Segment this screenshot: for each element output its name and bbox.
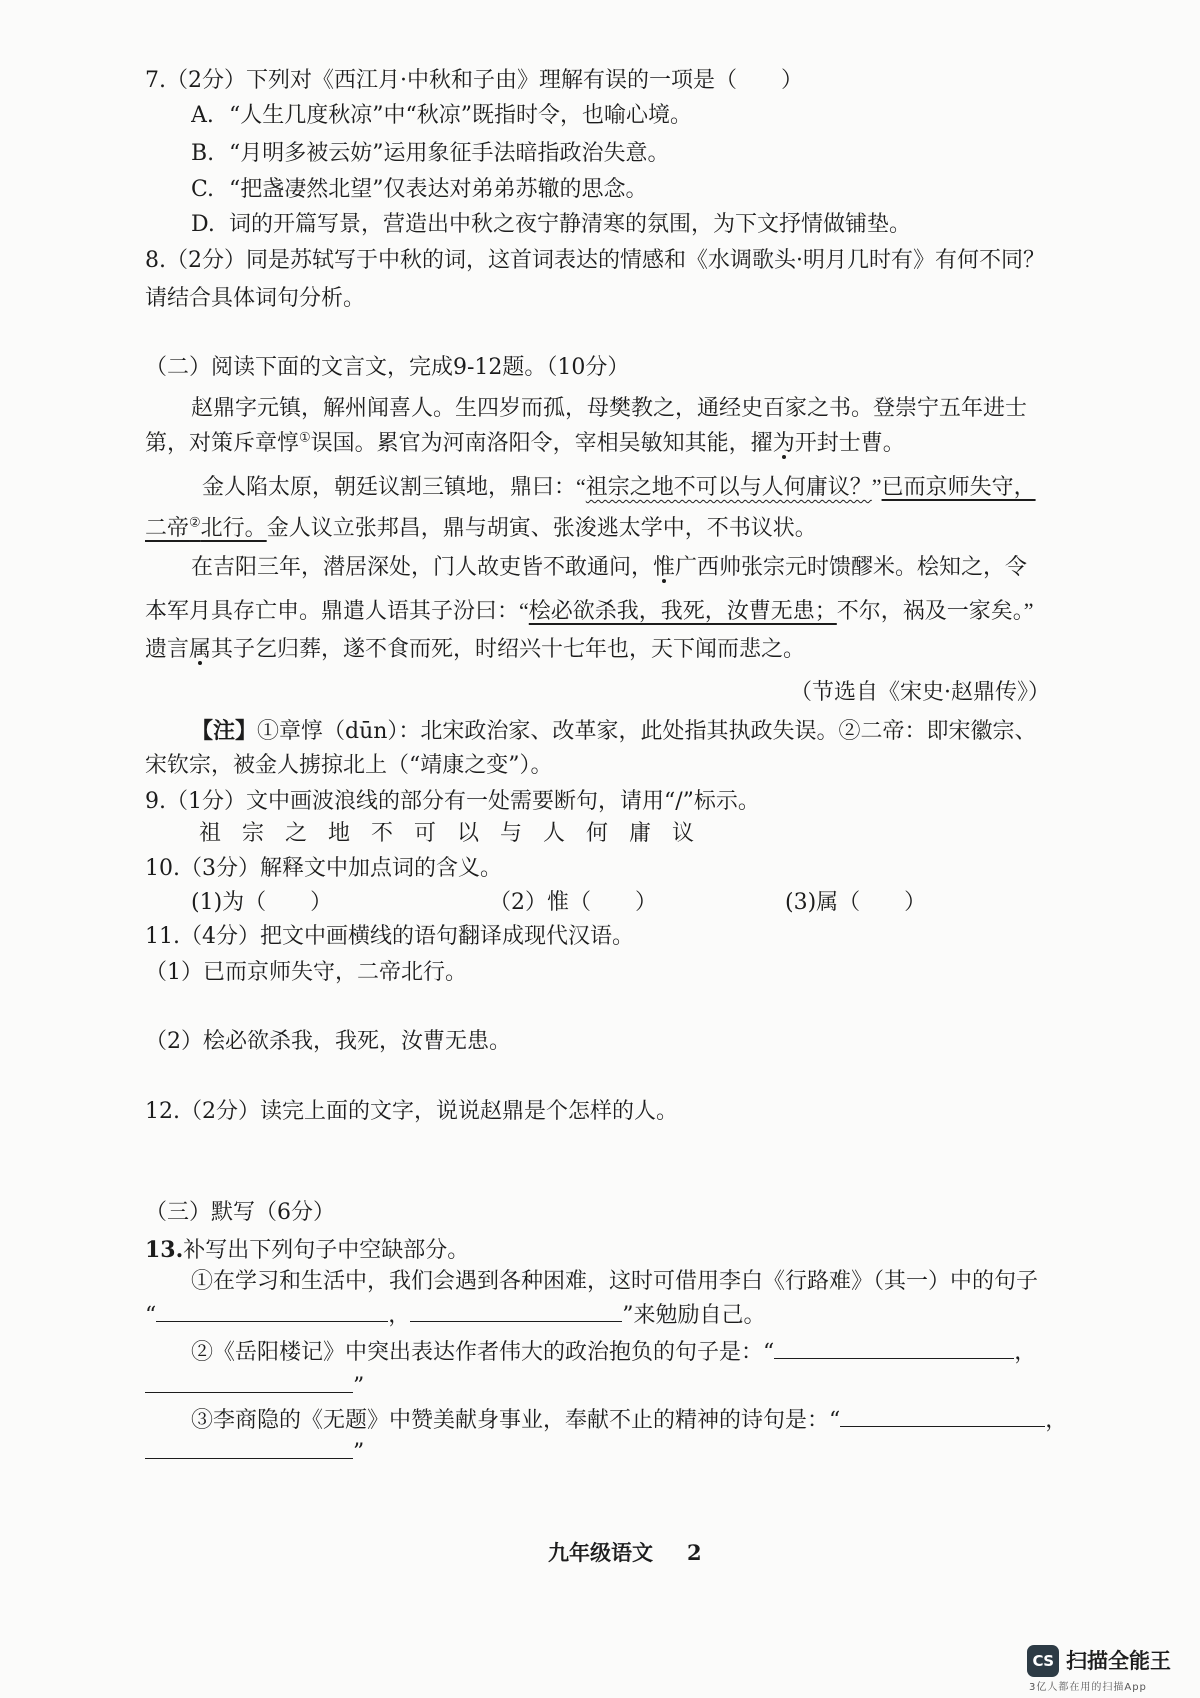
sentence-char: 以 xyxy=(457,821,480,846)
section2-heading: （二）阅读下面的文言文，完成9-12题。（10分） xyxy=(145,355,630,380)
watermark-app-name: 扫描全能王 xyxy=(1066,1649,1171,1673)
q11-stem: 11.（4分）把文中画横线的语句翻译成现代汉语。 xyxy=(145,924,634,949)
quote-close: ” xyxy=(353,1440,365,1465)
sentence-char: 人 xyxy=(543,821,566,846)
note-marker-2: ② xyxy=(189,514,201,530)
quote-close: ” xyxy=(353,1374,365,1399)
answer-blank xyxy=(145,1440,353,1459)
option-text: “人生几度秋凉”中“秋凉”既指时令，也喻心境。 xyxy=(229,103,692,128)
q10-item-3: (3)属（ ） xyxy=(785,890,927,915)
sentence-char: 与 xyxy=(500,821,523,846)
option-label: D. xyxy=(191,212,215,237)
separator: ， xyxy=(388,1303,411,1328)
underlined-sentence-1a: 已而京师失守， xyxy=(881,474,1036,499)
section3-heading: （三）默写（6分） xyxy=(145,1200,335,1225)
passage-line-1 xyxy=(191,393,1180,429)
passage-text: 金人陷太原，朝廷议割三镇地，鼎曰：“ xyxy=(202,474,586,499)
q13-item-1-prompt: ①在学习和生活中，我们会遇到各种困难，这时可借用李白《行路难》（其一）中的句子 xyxy=(191,1269,1039,1294)
passage-text: 其子乞归葬，遂不食而死，时绍兴十七年也，天下闻而悲之。 xyxy=(211,636,806,661)
q12-stem: 12.（2分）读完上面的文字，说说赵鼎是个怎样的人。 xyxy=(145,1099,678,1124)
answer-blank xyxy=(145,1374,353,1393)
answer-blank xyxy=(774,1340,1014,1359)
answer-blank xyxy=(156,1303,388,1322)
passage-text: 第，对策斥章惇 xyxy=(145,430,300,455)
passage-text: 误国。累官为河南洛阳令，宰相吴敏知其能，擢 xyxy=(310,430,773,455)
passage-line-4 xyxy=(145,513,1180,549)
sentence-char: 不 xyxy=(371,821,394,846)
passage-line-6 xyxy=(145,596,1180,632)
q13-item-2-prompt xyxy=(191,1338,1180,1374)
wavy-underlined-sentence: 祖宗之地不可以与人何庸议？ xyxy=(585,474,872,499)
sentence-char: 宗 xyxy=(242,821,265,846)
q13-item-1-answer-line xyxy=(145,1301,1180,1337)
prompt-text: ②《岳阳楼记》中突出表达作者伟大的政治抱负的句子是：“ xyxy=(191,1340,775,1365)
passage-text: 二帝 xyxy=(145,515,190,540)
passage-line-5 xyxy=(191,552,1180,588)
page-footer xyxy=(548,1538,702,1568)
q7-option-c xyxy=(191,175,1180,211)
passage-text: 赵鼎字元镇，解州闻喜人。生四岁而孤，母樊教之，通经史百家之书。登崇宁五年进士 xyxy=(191,395,1028,420)
q8-stem-line1: 8.（2分）同是苏轼写于中秋的词，这首词表达的情感和《水调歌头·明月几时有》有何不同？ xyxy=(145,248,1045,273)
annotation-line-1 xyxy=(191,716,1180,753)
passage-text: 遗言 xyxy=(145,636,190,661)
sentence-char: 之 xyxy=(285,821,308,846)
sentence-char: 地 xyxy=(328,821,351,846)
q10-item-1: (1)为（ ） xyxy=(191,890,333,915)
q10-stem: 10.（3分）解释文中加点词的含义。 xyxy=(145,856,502,881)
option-text: “把盏凄然北望”仅表达对弟弟苏辙的思念。 xyxy=(229,177,648,202)
q9-sentence-characters xyxy=(199,819,715,849)
passage-source: （节选自《宋史·赵鼎传》） xyxy=(790,680,1050,705)
q13-text: 补写出下列句子中空缺部分。 xyxy=(183,1238,470,1263)
sentence-char: 祖 xyxy=(199,821,222,846)
dotted-word-shu: 属 xyxy=(189,636,212,661)
separator: ， xyxy=(1045,1408,1068,1433)
passage-text: 本军月具存亡申。鼎遣人语其子汾曰：“ xyxy=(145,598,529,623)
sentence-char: 可 xyxy=(414,821,437,846)
prompt-text: ③李商隐的《无题》中赞美献身事业，奉献不止的精神的诗句是：“ xyxy=(191,1408,841,1433)
annotation-label: 【注】 xyxy=(191,718,258,744)
q7-stem: 7.（2分）下列对《西江月·中秋和子由》理解有误的一项是（ ） xyxy=(145,68,803,93)
q7-option-b xyxy=(191,139,1180,175)
option-label: A. xyxy=(191,103,214,128)
q9-stem: 9.（1分）文中画波浪线的部分有一处需要断句，请用“/”标示。 xyxy=(145,789,760,814)
quote-close: ”来勉励自己。 xyxy=(622,1303,766,1328)
underlined-sentence-2: 桧必欲杀我，我死，汝曹无患； xyxy=(528,598,837,623)
q13-item-2-answer-line xyxy=(145,1372,1180,1408)
annotation-text: ①章惇（dūn）：北宋政治家、改革家，此处指其执政失误。②二帝：即宋徽宗、 xyxy=(257,719,1037,744)
option-label: B. xyxy=(191,141,215,166)
passage-line-7 xyxy=(145,634,1180,670)
separator: ， xyxy=(1014,1340,1037,1365)
subject-label: 九年级语文 xyxy=(548,1540,653,1565)
passage-line-2 xyxy=(145,428,1180,464)
q7-option-d xyxy=(191,210,1180,246)
annotation-line-2: 宋钦宗，被金人掳掠北上（“靖康之变”）。 xyxy=(145,753,553,778)
passage-text: 广西帅张宗元时馈醪米。桧知之，令 xyxy=(675,554,1028,579)
camscanner-logo-icon: CS xyxy=(1027,1645,1059,1677)
passage-text: 开封士曹。 xyxy=(794,430,905,455)
quote-open: “ xyxy=(145,1303,157,1328)
q7-option-a xyxy=(191,101,1180,137)
note-marker-1: ① xyxy=(299,429,311,445)
answer-blank xyxy=(840,1408,1045,1427)
sentence-char: 庸 xyxy=(629,821,652,846)
sentence-char: 议 xyxy=(672,821,695,846)
option-text: “月明多被云妨”运用象征手法暗指政治失意。 xyxy=(229,141,670,166)
sentence-char: 何 xyxy=(586,821,609,846)
option-text: 词的开篇写景，营造出中秋之夜宁静清寒的氛围，为下文抒情做铺垫。 xyxy=(229,212,912,237)
passage-text: 金人议立张邦昌，鼎与胡寅、张浚逃太学中，不书议状。 xyxy=(266,515,817,540)
answer-blank xyxy=(410,1303,622,1322)
dotted-word-wei: 为 xyxy=(772,430,795,455)
passage-text: ” xyxy=(871,474,882,499)
underlined-sentence-1b xyxy=(145,515,267,540)
passage-text: 不尔，祸及一家矣。” xyxy=(836,598,1034,623)
option-label: C. xyxy=(191,177,215,202)
q13-number: 13. xyxy=(145,1237,184,1263)
passage-text: 在吉阳三年，潜居深处，门人故吏皆不敢通问， xyxy=(191,554,654,579)
q13-item-3-answer-line xyxy=(145,1438,1180,1474)
dotted-word-wei2: 惟 xyxy=(653,554,676,579)
q11-item-2: （2）桧必欲杀我，我死，汝曹无患。 xyxy=(145,1029,511,1054)
q13-item-3-prompt xyxy=(191,1406,1180,1442)
q11-item-1: （1）已而京师失守，二帝北行。 xyxy=(145,960,467,985)
page-number: 2 xyxy=(687,1540,702,1565)
watermark-tagline: 3亿人都在用的扫描App xyxy=(1029,1682,1147,1693)
q8-stem-line2: 请结合具体词句分析。 xyxy=(145,286,366,311)
passage-line-3 xyxy=(202,472,1180,508)
q10-item-2: （2）惟（ ） xyxy=(489,890,657,915)
passage-text: 北行。 xyxy=(200,515,267,540)
